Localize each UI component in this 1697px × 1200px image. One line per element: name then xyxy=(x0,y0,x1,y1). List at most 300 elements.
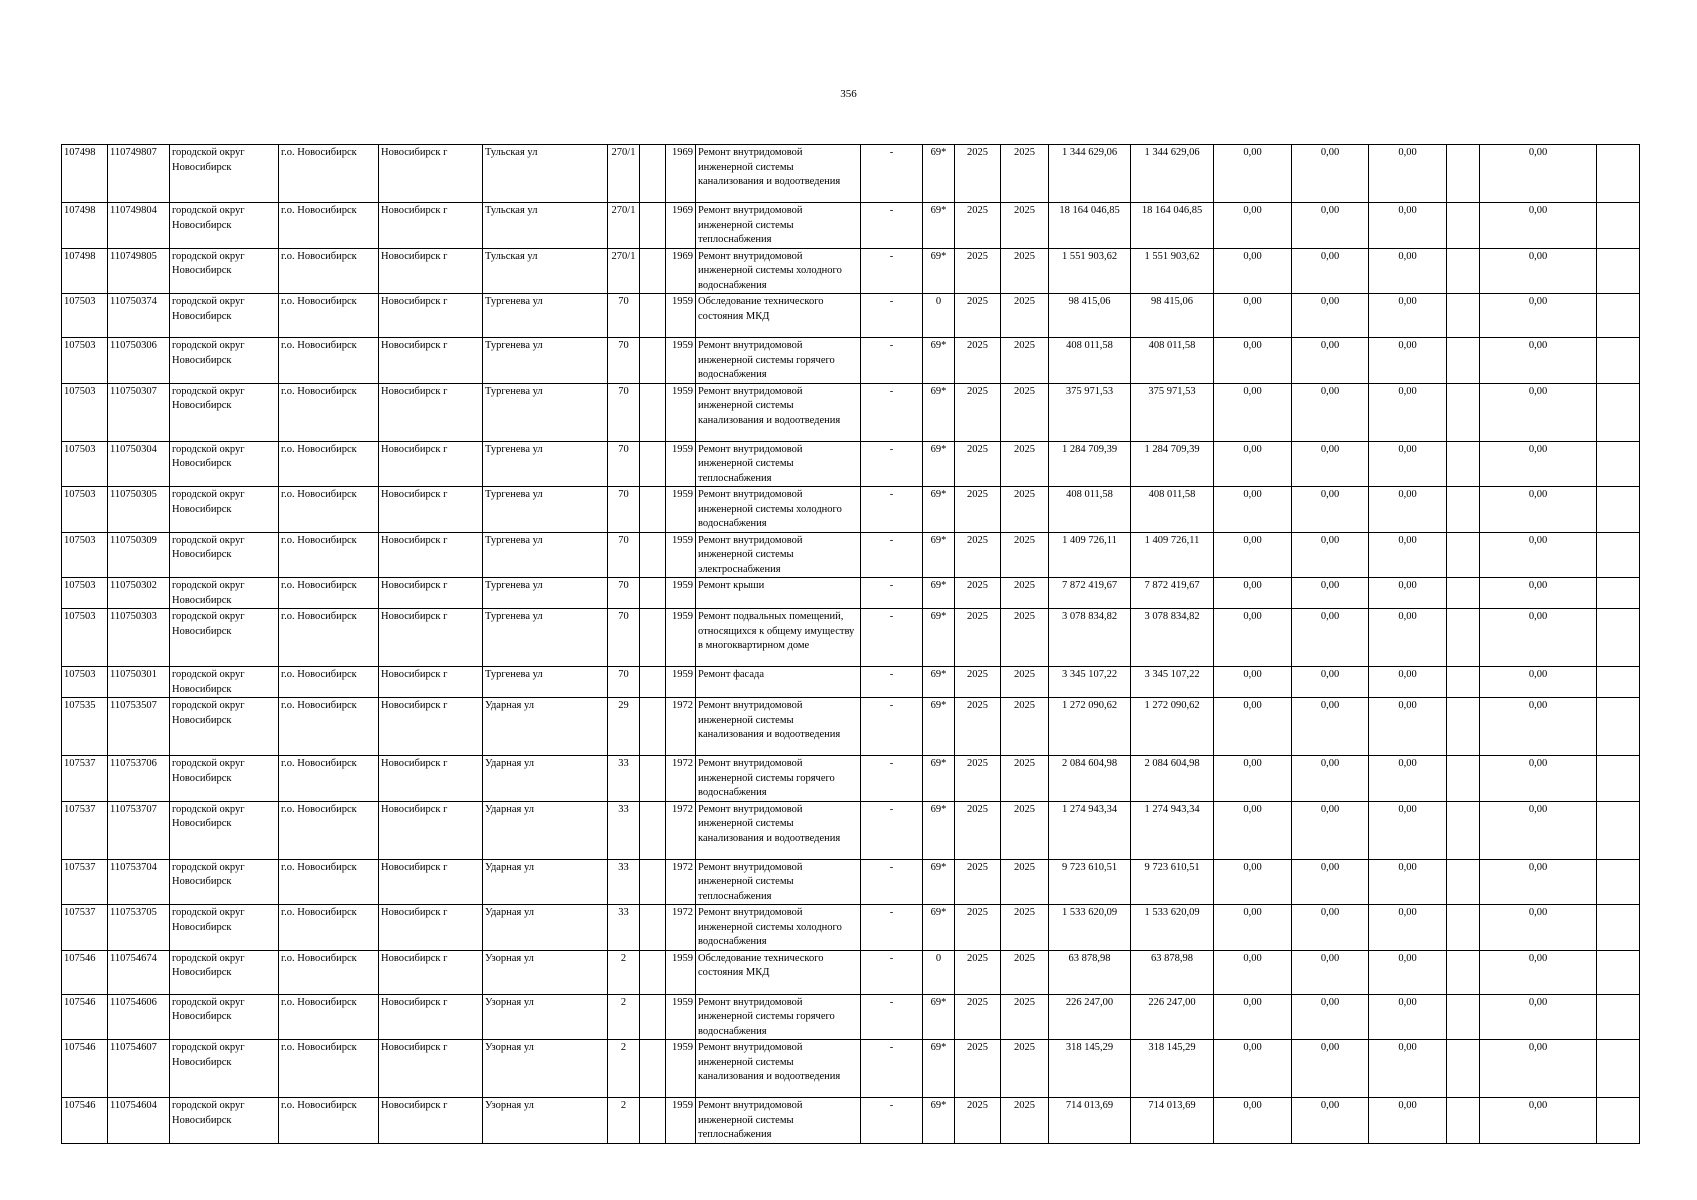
dash-cell: - xyxy=(861,1040,923,1098)
value-6-cell xyxy=(1597,487,1640,533)
object-code-cell: 110750303 xyxy=(108,609,170,667)
row-id-cell: 107537 xyxy=(62,756,108,802)
value-3-cell: 0,00 xyxy=(1369,1098,1447,1144)
fund-cost-cell: 3 078 834,82 xyxy=(1131,609,1214,667)
value-4-cell xyxy=(1447,145,1480,203)
house-cell: 33 xyxy=(608,905,640,951)
work-type-cell: Ремонт внутридомовой инженерной системы холодного водоснабжения xyxy=(696,487,861,533)
city-cell: Новосибирск г xyxy=(379,248,483,294)
year-start-cell: 2025 xyxy=(955,609,1001,667)
object-code-cell: 110753706 xyxy=(108,756,170,802)
year-cell: 1972 xyxy=(666,905,696,951)
okrug-cell: городской округ Новосибирск xyxy=(170,441,279,487)
house-cell: 70 xyxy=(608,383,640,441)
value-2-cell: 0,00 xyxy=(1292,383,1369,441)
value-5-cell: 0,00 xyxy=(1480,950,1597,994)
total-cost-cell: 1 284 709,39 xyxy=(1049,441,1131,487)
value-3-cell: 0,00 xyxy=(1369,801,1447,859)
row-id-cell: 107503 xyxy=(62,532,108,578)
okrug-cell: городской округ Новосибирск xyxy=(170,294,279,338)
table-row xyxy=(62,801,1640,859)
building-cell xyxy=(640,950,666,994)
value-2-cell: 0,00 xyxy=(1292,905,1369,951)
house-cell: 70 xyxy=(608,338,640,384)
value-6-cell xyxy=(1597,950,1640,994)
year-start-cell: 2025 xyxy=(955,487,1001,533)
work-type-cell: Обследование технического состояния МКД xyxy=(696,950,861,994)
dash-cell: - xyxy=(861,859,923,905)
year-start-cell: 2025 xyxy=(955,294,1001,338)
value-4-cell xyxy=(1447,578,1480,609)
value-2-cell: 0,00 xyxy=(1292,578,1369,609)
year-end-cell: 2025 xyxy=(1001,145,1049,203)
city-cell: Новосибирск г xyxy=(379,338,483,384)
percent-cell: 69* xyxy=(923,905,955,951)
fund-cost-cell: 1 274 943,34 xyxy=(1131,801,1214,859)
value-3-cell: 0,00 xyxy=(1369,203,1447,249)
value-3-cell: 0,00 xyxy=(1369,609,1447,667)
building-cell xyxy=(640,1040,666,1098)
building-cell xyxy=(640,994,666,1040)
fund-cost-cell: 408 011,58 xyxy=(1131,487,1214,533)
dash-cell: - xyxy=(861,609,923,667)
total-cost-cell: 3 345 107,22 xyxy=(1049,667,1131,698)
fund-cost-cell: 98 415,06 xyxy=(1131,294,1214,338)
table-row xyxy=(62,578,1640,609)
house-cell: 33 xyxy=(608,859,640,905)
year-end-cell: 2025 xyxy=(1001,667,1049,698)
value-2-cell: 0,00 xyxy=(1292,609,1369,667)
building-cell xyxy=(640,1098,666,1144)
value-4-cell xyxy=(1447,248,1480,294)
year-end-cell: 2025 xyxy=(1001,859,1049,905)
dash-cell: - xyxy=(861,1098,923,1144)
table-row xyxy=(62,441,1640,487)
percent-cell: 69* xyxy=(923,578,955,609)
row-id-cell: 107503 xyxy=(62,609,108,667)
value-1-cell: 0,00 xyxy=(1214,532,1292,578)
row-id-cell: 107546 xyxy=(62,994,108,1040)
dash-cell: - xyxy=(861,950,923,994)
municipality-cell: г.о. Новосибирск xyxy=(279,609,379,667)
work-type-cell: Ремонт внутридомовой инженерной системы холодного водоснабжения xyxy=(696,905,861,951)
work-type-cell: Ремонт внутридомовой инженерной системы канализования и водоотведения xyxy=(696,145,861,203)
row-id-cell: 107503 xyxy=(62,383,108,441)
year-cell: 1972 xyxy=(666,756,696,802)
object-code-cell: 110750302 xyxy=(108,578,170,609)
year-start-cell: 2025 xyxy=(955,578,1001,609)
value-6-cell xyxy=(1597,203,1640,249)
value-1-cell: 0,00 xyxy=(1214,801,1292,859)
year-end-cell: 2025 xyxy=(1001,441,1049,487)
fund-cost-cell: 2 084 604,98 xyxy=(1131,756,1214,802)
value-5-cell: 0,00 xyxy=(1480,994,1597,1040)
year-end-cell: 2025 xyxy=(1001,950,1049,994)
municipality-cell: г.о. Новосибирск xyxy=(279,338,379,384)
object-code-cell: 110750309 xyxy=(108,532,170,578)
percent-cell: 69* xyxy=(923,532,955,578)
building-cell xyxy=(640,248,666,294)
house-cell: 270/1 xyxy=(608,248,640,294)
year-end-cell: 2025 xyxy=(1001,203,1049,249)
value-4-cell xyxy=(1447,338,1480,384)
municipality-cell: г.о. Новосибирск xyxy=(279,1040,379,1098)
year-start-cell: 2025 xyxy=(955,756,1001,802)
value-4-cell xyxy=(1447,950,1480,994)
work-type-cell: Ремонт внутридомовой инженерной системы горячего водоснабжения xyxy=(696,338,861,384)
year-end-cell: 2025 xyxy=(1001,294,1049,338)
object-code-cell: 110750305 xyxy=(108,487,170,533)
street-cell: Тургенева ул xyxy=(483,487,608,533)
value-1-cell: 0,00 xyxy=(1214,756,1292,802)
value-2-cell: 0,00 xyxy=(1292,338,1369,384)
value-3-cell: 0,00 xyxy=(1369,905,1447,951)
work-type-cell: Ремонт внутридомовой инженерной системы горячего водоснабжения xyxy=(696,756,861,802)
value-2-cell: 0,00 xyxy=(1292,441,1369,487)
value-5-cell: 0,00 xyxy=(1480,248,1597,294)
percent-cell: 0 xyxy=(923,294,955,338)
value-3-cell: 0,00 xyxy=(1369,248,1447,294)
row-id-cell: 107546 xyxy=(62,1098,108,1144)
year-end-cell: 2025 xyxy=(1001,756,1049,802)
object-code-cell: 110754604 xyxy=(108,1098,170,1144)
municipality-cell: г.о. Новосибирск xyxy=(279,532,379,578)
municipality-cell: г.о. Новосибирск xyxy=(279,859,379,905)
row-id-cell: 107503 xyxy=(62,294,108,338)
dash-cell: - xyxy=(861,203,923,249)
year-cell: 1959 xyxy=(666,383,696,441)
row-id-cell: 107503 xyxy=(62,578,108,609)
value-2-cell: 0,00 xyxy=(1292,859,1369,905)
row-id-cell: 107535 xyxy=(62,698,108,756)
value-5-cell: 0,00 xyxy=(1480,1040,1597,1098)
street-cell: Узорная ул xyxy=(483,994,608,1040)
house-cell: 33 xyxy=(608,801,640,859)
city-cell: Новосибирск г xyxy=(379,698,483,756)
object-code-cell: 110750307 xyxy=(108,383,170,441)
city-cell: Новосибирск г xyxy=(379,859,483,905)
year-cell: 1959 xyxy=(666,994,696,1040)
okrug-cell: городской округ Новосибирск xyxy=(170,801,279,859)
municipality-cell: г.о. Новосибирск xyxy=(279,383,379,441)
percent-cell: 69* xyxy=(923,145,955,203)
year-start-cell: 2025 xyxy=(955,667,1001,698)
year-cell: 1959 xyxy=(666,950,696,994)
value-4-cell xyxy=(1447,203,1480,249)
total-cost-cell: 1 344 629,06 xyxy=(1049,145,1131,203)
row-id-cell: 107537 xyxy=(62,905,108,951)
table-row xyxy=(62,248,1640,294)
object-code-cell: 110753707 xyxy=(108,801,170,859)
year-cell: 1969 xyxy=(666,145,696,203)
house-cell: 270/1 xyxy=(608,145,640,203)
okrug-cell: городской округ Новосибирск xyxy=(170,203,279,249)
dash-cell: - xyxy=(861,578,923,609)
city-cell: Новосибирск г xyxy=(379,383,483,441)
total-cost-cell: 408 011,58 xyxy=(1049,487,1131,533)
city-cell: Новосибирск г xyxy=(379,1040,483,1098)
value-3-cell: 0,00 xyxy=(1369,487,1447,533)
municipality-cell: г.о. Новосибирск xyxy=(279,950,379,994)
dash-cell: - xyxy=(861,801,923,859)
table-row xyxy=(62,1040,1640,1098)
house-cell: 70 xyxy=(608,532,640,578)
fund-cost-cell: 63 878,98 xyxy=(1131,950,1214,994)
dash-cell: - xyxy=(861,994,923,1040)
okrug-cell: городской округ Новосибирск xyxy=(170,578,279,609)
total-cost-cell: 18 164 046,85 xyxy=(1049,203,1131,249)
municipality-cell: г.о. Новосибирск xyxy=(279,994,379,1040)
value-5-cell: 0,00 xyxy=(1480,441,1597,487)
value-1-cell: 0,00 xyxy=(1214,294,1292,338)
total-cost-cell: 3 078 834,82 xyxy=(1049,609,1131,667)
table-row xyxy=(62,294,1640,338)
year-end-cell: 2025 xyxy=(1001,248,1049,294)
percent-cell: 69* xyxy=(923,338,955,384)
dash-cell: - xyxy=(861,756,923,802)
value-4-cell xyxy=(1447,532,1480,578)
building-cell xyxy=(640,203,666,249)
table-row xyxy=(62,667,1640,698)
work-type-cell: Ремонт внутридомовой инженерной системы горячего водоснабжения xyxy=(696,994,861,1040)
okrug-cell: городской округ Новосибирск xyxy=(170,1098,279,1144)
value-6-cell xyxy=(1597,756,1640,802)
value-6-cell xyxy=(1597,859,1640,905)
value-2-cell: 0,00 xyxy=(1292,248,1369,294)
percent-cell: 69* xyxy=(923,1098,955,1144)
total-cost-cell: 408 011,58 xyxy=(1049,338,1131,384)
year-cell: 1959 xyxy=(666,294,696,338)
row-id-cell: 107503 xyxy=(62,338,108,384)
building-cell xyxy=(640,294,666,338)
dash-cell: - xyxy=(861,248,923,294)
year-start-cell: 2025 xyxy=(955,203,1001,249)
work-type-cell: Ремонт фасада xyxy=(696,667,861,698)
value-6-cell xyxy=(1597,248,1640,294)
okrug-cell: городской округ Новосибирск xyxy=(170,145,279,203)
value-6-cell xyxy=(1597,441,1640,487)
work-type-cell: Ремонт подвальных помещений, относящихся к общему имуществу в многоквартирном доме xyxy=(696,609,861,667)
street-cell: Ударная ул xyxy=(483,698,608,756)
year-cell: 1959 xyxy=(666,667,696,698)
value-4-cell xyxy=(1447,609,1480,667)
total-cost-cell: 375 971,53 xyxy=(1049,383,1131,441)
municipality-cell: г.о. Новосибирск xyxy=(279,248,379,294)
value-3-cell: 0,00 xyxy=(1369,756,1447,802)
dash-cell: - xyxy=(861,383,923,441)
value-5-cell: 0,00 xyxy=(1480,383,1597,441)
row-id-cell: 107537 xyxy=(62,801,108,859)
row-id-cell: 107503 xyxy=(62,441,108,487)
value-5-cell: 0,00 xyxy=(1480,578,1597,609)
object-code-cell: 110753507 xyxy=(108,698,170,756)
street-cell: Тургенева ул xyxy=(483,383,608,441)
value-5-cell: 0,00 xyxy=(1480,905,1597,951)
city-cell: Новосибирск г xyxy=(379,667,483,698)
building-cell xyxy=(640,609,666,667)
house-cell: 29 xyxy=(608,698,640,756)
value-3-cell: 0,00 xyxy=(1369,532,1447,578)
value-4-cell xyxy=(1447,667,1480,698)
value-1-cell: 0,00 xyxy=(1214,905,1292,951)
value-1-cell: 0,00 xyxy=(1214,609,1292,667)
year-end-cell: 2025 xyxy=(1001,532,1049,578)
page-number: 356 xyxy=(840,88,857,100)
value-6-cell xyxy=(1597,698,1640,756)
value-5-cell: 0,00 xyxy=(1480,801,1597,859)
house-cell: 70 xyxy=(608,294,640,338)
value-2-cell: 0,00 xyxy=(1292,203,1369,249)
value-4-cell xyxy=(1447,859,1480,905)
year-end-cell: 2025 xyxy=(1001,801,1049,859)
value-3-cell: 0,00 xyxy=(1369,994,1447,1040)
year-start-cell: 2025 xyxy=(955,1098,1001,1144)
value-6-cell xyxy=(1597,1040,1640,1098)
house-cell: 2 xyxy=(608,1098,640,1144)
percent-cell: 69* xyxy=(923,248,955,294)
municipality-cell: г.о. Новосибирск xyxy=(279,203,379,249)
street-cell: Тургенева ул xyxy=(483,441,608,487)
municipality-cell: г.о. Новосибирск xyxy=(279,905,379,951)
okrug-cell: городской округ Новосибирск xyxy=(170,667,279,698)
value-6-cell xyxy=(1597,801,1640,859)
year-cell: 1959 xyxy=(666,1040,696,1098)
total-cost-cell: 2 084 604,98 xyxy=(1049,756,1131,802)
street-cell: Тургенева ул xyxy=(483,532,608,578)
row-id-cell: 107546 xyxy=(62,950,108,994)
dash-cell: - xyxy=(861,145,923,203)
year-end-cell: 2025 xyxy=(1001,994,1049,1040)
year-cell: 1969 xyxy=(666,248,696,294)
table-row xyxy=(62,905,1640,951)
value-3-cell: 0,00 xyxy=(1369,859,1447,905)
building-cell xyxy=(640,532,666,578)
city-cell: Новосибирск г xyxy=(379,756,483,802)
percent-cell: 69* xyxy=(923,698,955,756)
total-cost-cell: 1 533 620,09 xyxy=(1049,905,1131,951)
building-cell xyxy=(640,383,666,441)
year-start-cell: 2025 xyxy=(955,698,1001,756)
value-5-cell: 0,00 xyxy=(1480,487,1597,533)
value-6-cell xyxy=(1597,609,1640,667)
city-cell: Новосибирск г xyxy=(379,1098,483,1144)
year-end-cell: 2025 xyxy=(1001,383,1049,441)
row-id-cell: 107503 xyxy=(62,667,108,698)
work-type-cell: Ремонт внутридомовой инженерной системы холодного водоснабжения xyxy=(696,248,861,294)
total-cost-cell: 1 274 943,34 xyxy=(1049,801,1131,859)
fund-cost-cell: 1 344 629,06 xyxy=(1131,145,1214,203)
total-cost-cell: 1 272 090,62 xyxy=(1049,698,1131,756)
table-row xyxy=(62,698,1640,756)
city-cell: Новосибирск г xyxy=(379,950,483,994)
dash-cell: - xyxy=(861,294,923,338)
value-4-cell xyxy=(1447,1040,1480,1098)
building-cell xyxy=(640,487,666,533)
total-cost-cell: 1 551 903,62 xyxy=(1049,248,1131,294)
street-cell: Тульская ул xyxy=(483,145,608,203)
work-type-cell: Ремонт внутридомовой инженерной системы теплоснабжения xyxy=(696,441,861,487)
row-id-cell: 107503 xyxy=(62,487,108,533)
year-end-cell: 2025 xyxy=(1001,905,1049,951)
value-1-cell: 0,00 xyxy=(1214,994,1292,1040)
value-5-cell: 0,00 xyxy=(1480,756,1597,802)
fund-cost-cell: 375 971,53 xyxy=(1131,383,1214,441)
street-cell: Тургенева ул xyxy=(483,609,608,667)
value-1-cell: 0,00 xyxy=(1214,145,1292,203)
municipality-cell: г.о. Новосибирск xyxy=(279,487,379,533)
building-cell xyxy=(640,441,666,487)
street-cell: Ударная ул xyxy=(483,801,608,859)
object-code-cell: 110753704 xyxy=(108,859,170,905)
okrug-cell: городской округ Новосибирск xyxy=(170,248,279,294)
year-start-cell: 2025 xyxy=(955,950,1001,994)
municipality-cell: г.о. Новосибирск xyxy=(279,441,379,487)
value-2-cell: 0,00 xyxy=(1292,756,1369,802)
value-4-cell xyxy=(1447,801,1480,859)
value-4-cell xyxy=(1447,487,1480,533)
work-type-cell: Ремонт внутридомовой инженерной системы канализования и водоотведения xyxy=(696,1040,861,1098)
value-5-cell: 0,00 xyxy=(1480,338,1597,384)
year-end-cell: 2025 xyxy=(1001,609,1049,667)
value-5-cell: 0,00 xyxy=(1480,294,1597,338)
value-1-cell: 0,00 xyxy=(1214,203,1292,249)
value-2-cell: 0,00 xyxy=(1292,994,1369,1040)
percent-cell: 69* xyxy=(923,383,955,441)
street-cell: Ударная ул xyxy=(483,905,608,951)
object-code-cell: 110750301 xyxy=(108,667,170,698)
building-cell xyxy=(640,667,666,698)
value-5-cell: 0,00 xyxy=(1480,532,1597,578)
percent-cell: 69* xyxy=(923,487,955,533)
fund-cost-cell: 1 409 726,11 xyxy=(1131,532,1214,578)
street-cell: Ударная ул xyxy=(483,859,608,905)
year-cell: 1959 xyxy=(666,441,696,487)
municipality-cell: г.о. Новосибирск xyxy=(279,294,379,338)
work-type-cell: Обследование технического состояния МКД xyxy=(696,294,861,338)
table-row xyxy=(62,383,1640,441)
value-5-cell: 0,00 xyxy=(1480,609,1597,667)
table-row xyxy=(62,609,1640,667)
work-type-cell: Ремонт внутридомовой инженерной системы электроснабжения xyxy=(696,532,861,578)
row-id-cell: 107498 xyxy=(62,248,108,294)
value-2-cell: 0,00 xyxy=(1292,667,1369,698)
table-row xyxy=(62,1098,1640,1144)
row-id-cell: 107546 xyxy=(62,1040,108,1098)
year-start-cell: 2025 xyxy=(955,383,1001,441)
building-cell xyxy=(640,578,666,609)
value-6-cell xyxy=(1597,578,1640,609)
work-type-cell: Ремонт внутридомовой инженерной системы теплоснабжения xyxy=(696,203,861,249)
value-1-cell: 0,00 xyxy=(1214,859,1292,905)
percent-cell: 69* xyxy=(923,756,955,802)
value-6-cell xyxy=(1597,532,1640,578)
value-3-cell: 0,00 xyxy=(1369,950,1447,994)
percent-cell: 0 xyxy=(923,950,955,994)
house-cell: 2 xyxy=(608,950,640,994)
building-cell xyxy=(640,338,666,384)
object-code-cell: 110749805 xyxy=(108,248,170,294)
value-4-cell xyxy=(1447,905,1480,951)
building-cell xyxy=(640,801,666,859)
table-row xyxy=(62,487,1640,533)
municipality-cell: г.о. Новосибирск xyxy=(279,698,379,756)
total-cost-cell: 63 878,98 xyxy=(1049,950,1131,994)
value-6-cell xyxy=(1597,338,1640,384)
fund-cost-cell: 318 145,29 xyxy=(1131,1040,1214,1098)
building-cell xyxy=(640,859,666,905)
dash-cell: - xyxy=(861,338,923,384)
year-cell: 1959 xyxy=(666,338,696,384)
